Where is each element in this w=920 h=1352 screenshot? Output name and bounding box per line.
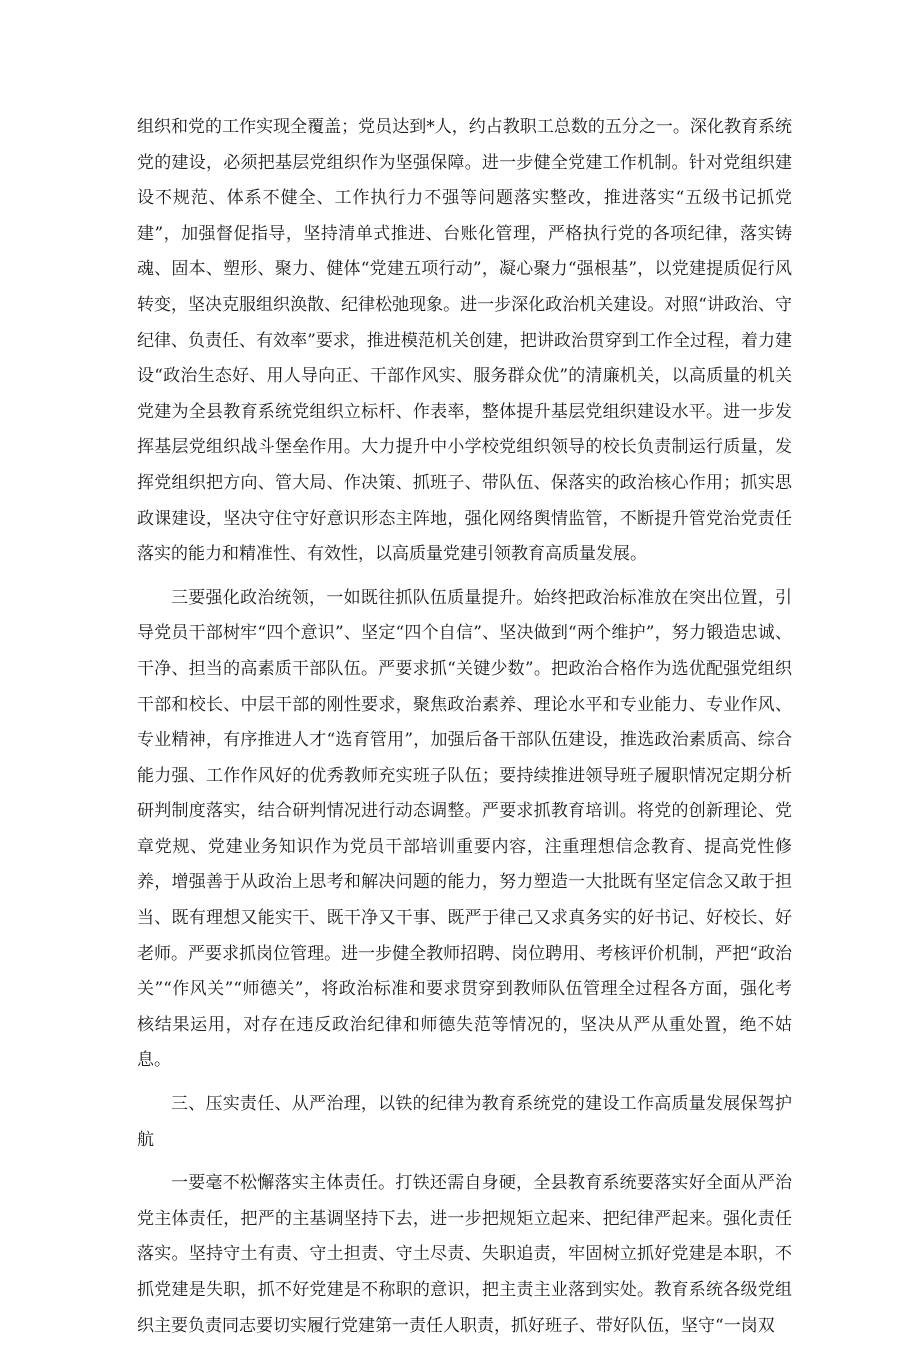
paragraph-2: 三要强化政治统领，一如既往抓队伍质量提升。始终把政治标准放在突出位置，引导党员干部树牢“四个意识”、坚定“四个自信”、坚决做到“两个维护”，努力锻造忠诚、干净、担当的高素质干部队伍。严要求抓“关键少数”。把政治合格作为选优配强党组织干部和校长、中层干部的刚性要求，聚焦政治素养、理论水平和专业能力、专业作风、专业精神，有序推进人才“选育管用”，加强后备干部队伍建设，推选政治素质高、综合能力强、工作作风好的优秀教师充实班子队伍；要持续推进领导班子履职情况定期分析研判制度落实，结合研判情况进行动态调整。严要求抓教育培训。将党的创新理论、党章党规、党建业务知识作为党员干部培训重要内容，注重理想信念教育、提高党性修养，增强善于从政治上思考和解决问题的能力，努力塑造一大批既有坚定信念又敢于担当、既有理想又能实干、既干净又干事、既严于律己又求真务实的好书记、好校长、好老师。严要求抓岗位管理。进一步健全教师招聘、岗位聘用、考核评价机制，严把“政治关”“作风关”“师德关”，将政治标准和要求贯穿到教师队伍管理全过程各方面，强化考核结果运用，对存在违反政治纪律和师德失范等情况的，坚决从严从重处置，绝不姑息。 <box>137 587 792 1071</box>
document-body <box>137 110 792 1352</box>
paragraph-3: 一要毫不松懈落实主体责任。打铁还需自身硬，全县教育系统要落实好全面从严治党主体责任，把严的主基调坚持下去，进一步把规矩立起来、把纪律严起来。强化责任落实。坚持守土有责、守土担责、守土尽责、失职追责，牢固树立抓好党建是本职，不抓党建是失职，抓不好党建是不称职的意识，把主责主业落到实处。教育系统各级党组织主要负责同志要切实履行党建第一责任人职责，抓好班子、带好队伍，坚守“一岗双 <box>137 1173 792 1336</box>
paragraph-1: 组织和党的工作实现全覆盖；党员达到*人，约占教职工总数的五分之一。深化教育系统党的建设，必须把基层党组织作为坚强保障。进一步健全党建工作机制。针对党组织建设不规范、体系不健全、工作执行力不强等问题落实整改，推进落实“五级书记抓党建”，加强督促指导，坚持清单式推进、台账化管理，严格执行党的各项纪律，落实铸魂、固本、塑形、聚力、健体“党建五项行动”，凝心聚力“强根基”，以党建提质促行风转变，坚决克服组织涣散、纪律松弛现象。进一步深化政治机关建设。对照“讲政治、守纪律、负责任、有效率”要求，推进模范机关创建，把讲政治贯穿到工作全过程，着力建设“政治生态好、用人导向正、干部作风实、服务群众优”的清廉机关，以高质量的机关党建为全县教育系统党组织立标杆、作表率，整体提升基层党组织建设水平。进一步发挥基层党组织战斗堡垒作用。大力提升中小学校党组织领导的校长负责制运行质量，发挥党组织把方向、管大局、作决策、抓班子、带队伍、保落实的政治核心作用；抓实思政课建设，坚决守住守好意识形态主阵地，强化网络舆情监管，不断提升管党治党责任落实的能力和精准性、有效性，以高质量党建引领教育高质量发展。 <box>137 117 792 565</box>
section-heading: 三、压实责任、从严治理，以铁的纪律为教育系统党的建设工作高质量发展保驾护航 <box>137 1094 792 1150</box>
